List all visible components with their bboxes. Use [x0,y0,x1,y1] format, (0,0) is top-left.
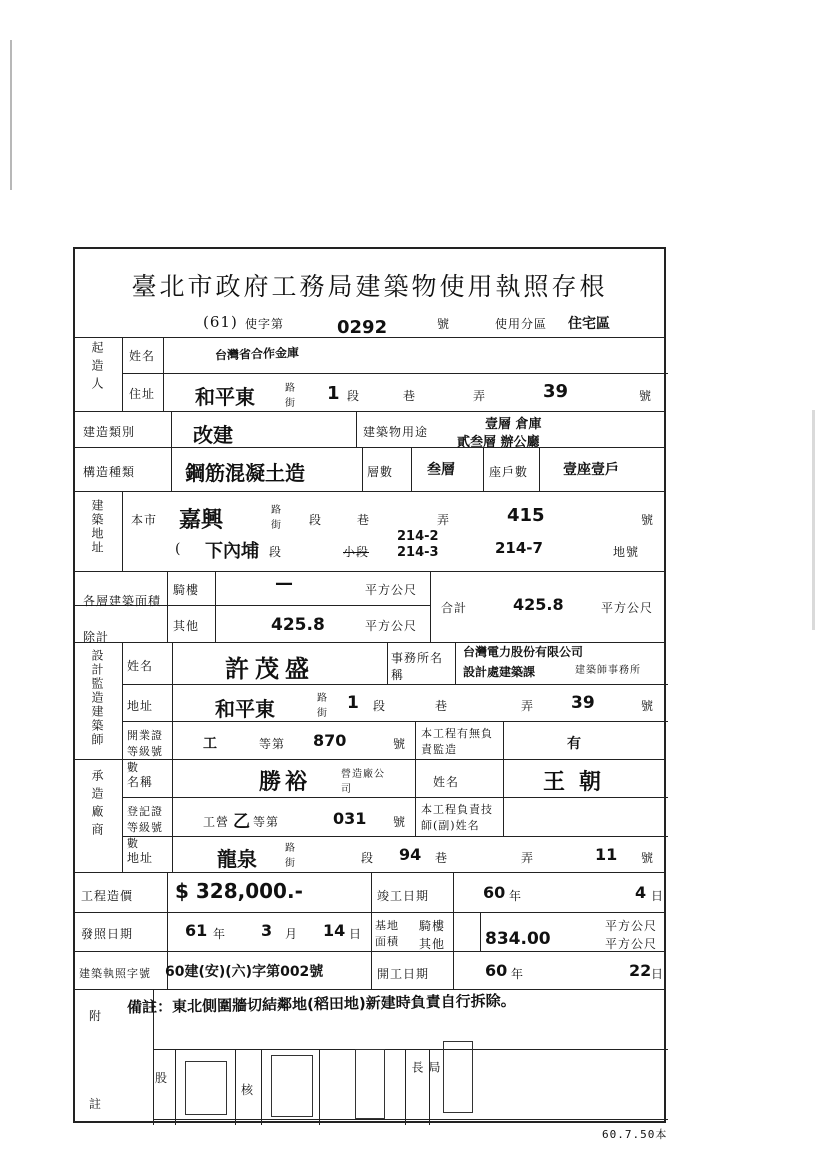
supervise-label: 本工程有無負責監造 [421,727,493,756]
other-area-value: 425.8 [271,615,325,635]
start-date-label: 開工日期 [377,967,430,981]
applicant-name-value: 台灣省合作金庫 [214,345,300,363]
other-area-label: 其他 [173,619,200,633]
contractor-road: 龍泉 [217,847,257,871]
completion-year: 60 [483,883,506,902]
land-lot-3: 214-7 [495,539,543,557]
issue-month: 3 [261,921,273,940]
total-area-value: 425.8 [513,595,564,614]
license-mid: 等第 [259,737,286,751]
issue-year: 61 [185,921,208,940]
license-no-label: 號 [393,737,407,751]
registration-label: 登記證等級號數 [127,805,163,850]
units-label: 座戶數 [489,465,529,479]
permit-prefix: 使字第 [245,317,285,331]
technician-label: 本工程負責技師(副)姓名 [421,803,493,832]
office-suffix: 建築師事務所 [575,665,641,676]
issue-year-label: 年 [213,927,227,941]
applicant-name-label: 姓名 [129,349,156,363]
print-code: 60.7.50本 [602,1128,668,1141]
scan-artifact [812,410,815,630]
structure-label: 構造種類 [83,465,136,479]
permit-number: 0292 [337,317,388,338]
arcade-unit: 平方公尺 [365,583,418,597]
floor-area-label: 各層建築面積除計 [83,594,162,644]
license-grade: 工 [203,736,217,752]
land-lots-label: 地號 [613,545,640,559]
registration-class: 乙 [233,812,250,832]
base-other-label: 其他 [419,937,446,951]
permit-no-suffix: 號 [437,317,451,331]
year-code: (61) [203,313,238,331]
office-value: 台灣電力股份有限公司 [463,645,584,659]
permit-form [73,247,666,1123]
subsection-label: 小段 [343,545,370,559]
land-lot-1: 214-2 [397,529,439,544]
applicant-section: 1 [327,383,340,404]
contractor-number-label: 號 [641,851,655,865]
registration-grade: 工營 [203,815,230,829]
applicant-lane-label: 巷 [403,389,417,403]
contractor-road-suffix: 路街 [285,843,296,869]
building-permit-value: 60建(安)(六)字第002號 [165,964,324,980]
contractor-number: 11 [595,845,618,864]
applicant-road-suffix: 路街 [285,383,296,409]
site-road-suffix: 路街 [271,505,282,531]
site-group-label: 建築地址 [90,499,104,555]
completion-label: 竣工日期 [377,889,430,903]
floors-value: 叁層 [427,462,455,478]
cost-value: $ 328,000.- [175,879,303,903]
approval-stamp [355,1049,385,1119]
applicant-number-label: 號 [639,389,653,403]
contractor-person-value: 王朝 [543,770,616,795]
base-other-value: 834.00 [485,929,551,949]
site-city-label: 本市 [131,513,158,527]
stamp-col-2: 核 [241,1083,255,1097]
structure-value: 鋼筋混凝土造 [185,461,305,485]
architect-alley-label: 弄 [521,699,535,713]
building-use-floor2: 貳叁層 辦公廳 [457,435,540,450]
contractor-lane-label: 巷 [435,851,449,865]
approval-stamp [271,1055,313,1117]
stamp-col-3: 局長 [410,1061,441,1095]
contractor-name-label: 名稱 [127,775,154,789]
approval-stamp [443,1041,473,1113]
site-number-label: 號 [641,513,655,527]
registration-number: 031 [333,809,367,828]
notes-label-2: 註 [89,1097,103,1111]
site-lane-label: 巷 [357,513,371,527]
stamp-col-1: 股 [155,1071,169,1085]
registration-no-label: 號 [393,815,407,829]
applicant-section-label: 段 [347,389,361,403]
land-section: 下內埔 [205,541,259,562]
contractor-lane: 94 [399,845,422,864]
office-value-2: 設計處建築課 [463,665,536,679]
contractor-group-label: 承造廠商 [90,769,104,841]
applicant-road: 和平東 [195,385,255,409]
architect-number: 39 [571,693,595,713]
construction-type-value: 改建 [193,423,233,447]
approval-stamp [185,1061,227,1115]
applicant-number: 39 [543,381,569,402]
applicant-alley-label: 弄 [473,389,487,403]
site-paren-open: ( [175,541,182,557]
start-day-label: 日 [651,967,665,981]
scan-artifact [10,40,12,190]
issue-day: 14 [323,921,346,940]
other-area-unit: 平方公尺 [365,619,418,633]
arcade-label: 騎樓 [173,583,200,597]
site-number: 415 [507,505,545,526]
arcade-value: — [275,573,293,594]
supervise-value: 有 [567,736,581,752]
zone-value: 住宅區 [568,316,610,332]
notes-label-1: 附 [89,1009,103,1023]
form-title: 臺北市政府工務局建築物使用執照存根 [131,272,608,301]
license-number: 870 [313,731,347,750]
architect-section-label: 段 [373,699,387,713]
site-section-label: 段 [309,513,323,527]
contractor-name-suffix: 營造廠公司 [341,769,385,795]
base-area-label: 基地面積 [375,919,399,948]
building-use-floor1: 壹層 倉庫 [485,417,542,432]
contractor-addr-label: 地址 [127,851,154,865]
architect-name-value: 許茂盛 [225,655,315,683]
architect-name-label: 姓名 [127,659,154,673]
construction-type-label: 建造類別 [83,425,136,439]
office-label: 事務所名稱 [391,651,444,682]
applicant-addr-label: 住址 [129,387,156,401]
contractor-alley-label: 弄 [521,851,535,865]
issue-date-label: 發照日期 [81,927,134,941]
building-permit-label: 建築執照字號 [79,967,151,980]
architect-number-label: 號 [641,699,655,713]
floors-label: 層數 [367,465,394,479]
contractor-section-label: 段 [361,851,375,865]
architect-group-label: 設計監造建築師 [90,649,104,747]
land-section-label: 段 [269,545,283,559]
total-area-unit: 平方公尺 [601,601,654,615]
applicant-group-label: 起造人 [90,341,104,395]
base-arcade-unit: 平方公尺 [605,919,658,933]
start-year: 60 [485,961,508,980]
land-lot-2: 214-3 [397,545,439,560]
issue-day-label: 日 [349,927,363,941]
architect-lane-label: 巷 [435,699,449,713]
completion-year-label: 年 [509,889,523,903]
license-label: 開業證等級號數 [127,729,163,774]
cost-label: 工程造價 [81,889,134,903]
completion-day-label: 日 [651,889,665,903]
architect-road: 和平東 [215,697,275,721]
contractor-person-label: 姓名 [433,775,460,789]
site-alley-label: 弄 [437,513,451,527]
contractor-name-value: 勝裕 [259,770,312,795]
start-year-label: 年 [511,967,525,981]
architect-addr-label: 地址 [127,699,154,713]
base-arcade-label: 騎樓 [419,919,446,933]
building-use-label: 建築物用途 [363,425,429,439]
base-other-unit: 平方公尺 [605,937,658,951]
zone-label: 使用分區 [495,317,548,331]
architect-road-suffix: 路街 [317,693,328,719]
architect-section: 1 [347,693,359,713]
issue-month-label: 月 [285,927,299,941]
units-value: 壹座壹戶 [563,462,619,478]
total-area-label: 合計 [441,601,468,615]
notes-remark: 備註：東北側圍牆切結鄰地(稻田地)新建時負責自行拆除。 [126,991,516,1017]
site-road: 嘉興 [179,508,224,533]
completion-day: 4 [635,883,647,902]
start-day: 22 [629,961,652,980]
registration-mid: 等第 [253,815,280,829]
